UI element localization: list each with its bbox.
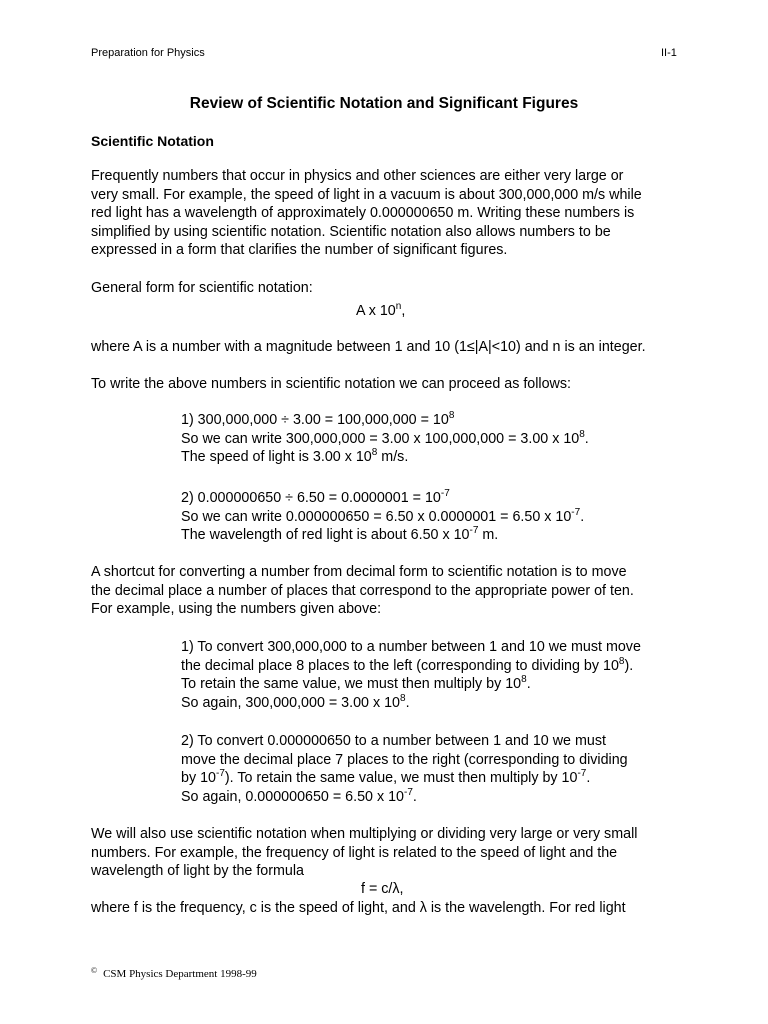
text-line: The wavelength of red light is about 6.50 x $10^{-7}$ m. [181,525,499,544]
text-line: red light has a wavelength of approximately 0.000000650 m. Writing these numbers is [91,205,635,222]
text-line: 2) $0.000000650 \div 6.50 = 0.0000001 = 10^{-7}$ [181,488,450,506]
text-line: So again, 300,000,000 = 3.00 x $10^8$. [181,692,410,711]
text-line: wavelength of light by the formula [91,863,304,880]
text-line: by $10^{-7}$). To retain the same value, we must then multiply by $10^{-7}$. [181,768,591,787]
text-line: So we can write 300,000,000 = 3.00 x 100,000,000 = 3.00 x $10^8$. [181,428,589,447]
text-line: Frequently numbers that occur in physics and other sciences are either very large or [91,168,624,184]
text-line: 1) $300,000,000 \div 3.00 = 100,000,000 = 10^8$ [181,410,455,428]
text-line: numbers. For example, the frequency of light is related to the speed of light and the [91,844,618,861]
text-line: For example, using the numbers given above: [91,601,382,618]
text-line: expressed in a form that clarifies the number of significant figures. [91,242,508,259]
header-page-number: II-1 [661,47,677,59]
instruction-line: To write the above numbers in scientific notation we can proceed as follows: [91,376,571,392]
shortcut-example-1 [181,638,641,712]
footer-text: CSM Physics Department 1998-99 [103,968,257,980]
definition-line: where A is a number with a magnitude between 1 and 10 (1≤|A|<10) and n is an integer. [91,339,646,355]
text-line: So we can write 0.000000650 = 6.50 x 0.0000001 = 6.50 x $10^{-7}$. [181,506,585,525]
general-form-label: General form for scientific notation: [91,280,313,296]
text-line: To retain the same value, we must then multiply by $10^8$. [181,674,531,693]
page-footer [91,966,257,980]
example-speed-of-light [181,411,589,467]
text-line: We will also use scientific notation when multiplying or dividing very large or very small [91,826,638,842]
intro-paragraph [91,167,642,260]
text-line: So again, 0.000000650 = 6.50 x $10^{-7}$. [181,786,417,805]
text-line: the decimal place a number of places that correspond to the appropriate power of ten. [91,582,634,599]
text-line: simplified by using scientific notation. Scientific notation also allows numbers to be [91,223,611,240]
multiply-paragraph [91,825,637,881]
example-wavelength [181,489,584,545]
text-line: The speed of light is 3.00 x $10^8$ m/s. [181,447,409,466]
formula-explanation: where f is the frequency, c is the speed of light, and λ is the wavelength. For red light [91,900,626,916]
text-line: the decimal place 8 places to the left (corresponding to dividing by $10^8$). [181,655,634,674]
text-line: move the decimal place 7 places to the right (corresponding to dividing [181,751,628,768]
text-line: very small. For example, the speed of light in a vacuum is about 300,000,000 m/s while [91,186,642,203]
page-title: Review of Scientific Notation and Significant Figures [189,95,579,112]
shortcut-paragraph [91,563,634,619]
text-line: 1) To convert 300,000,000 to a number between 1 and 10 we must move [181,639,641,655]
section-heading: Scientific Notation [91,133,214,149]
frequency-formula: f = c/λ, [361,881,404,897]
copyright-symbol: © [91,966,98,975]
shortcut-example-2 [181,732,628,806]
general-form-formula: A x 10$^n$, [356,301,406,319]
text-line: 2) To convert 0.000000650 to a number between 1 and 10 we must [181,733,606,749]
text-line: A shortcut for converting a number from decimal form to scientific notation is to move [91,564,627,580]
header-left: Preparation for Physics [91,47,205,59]
